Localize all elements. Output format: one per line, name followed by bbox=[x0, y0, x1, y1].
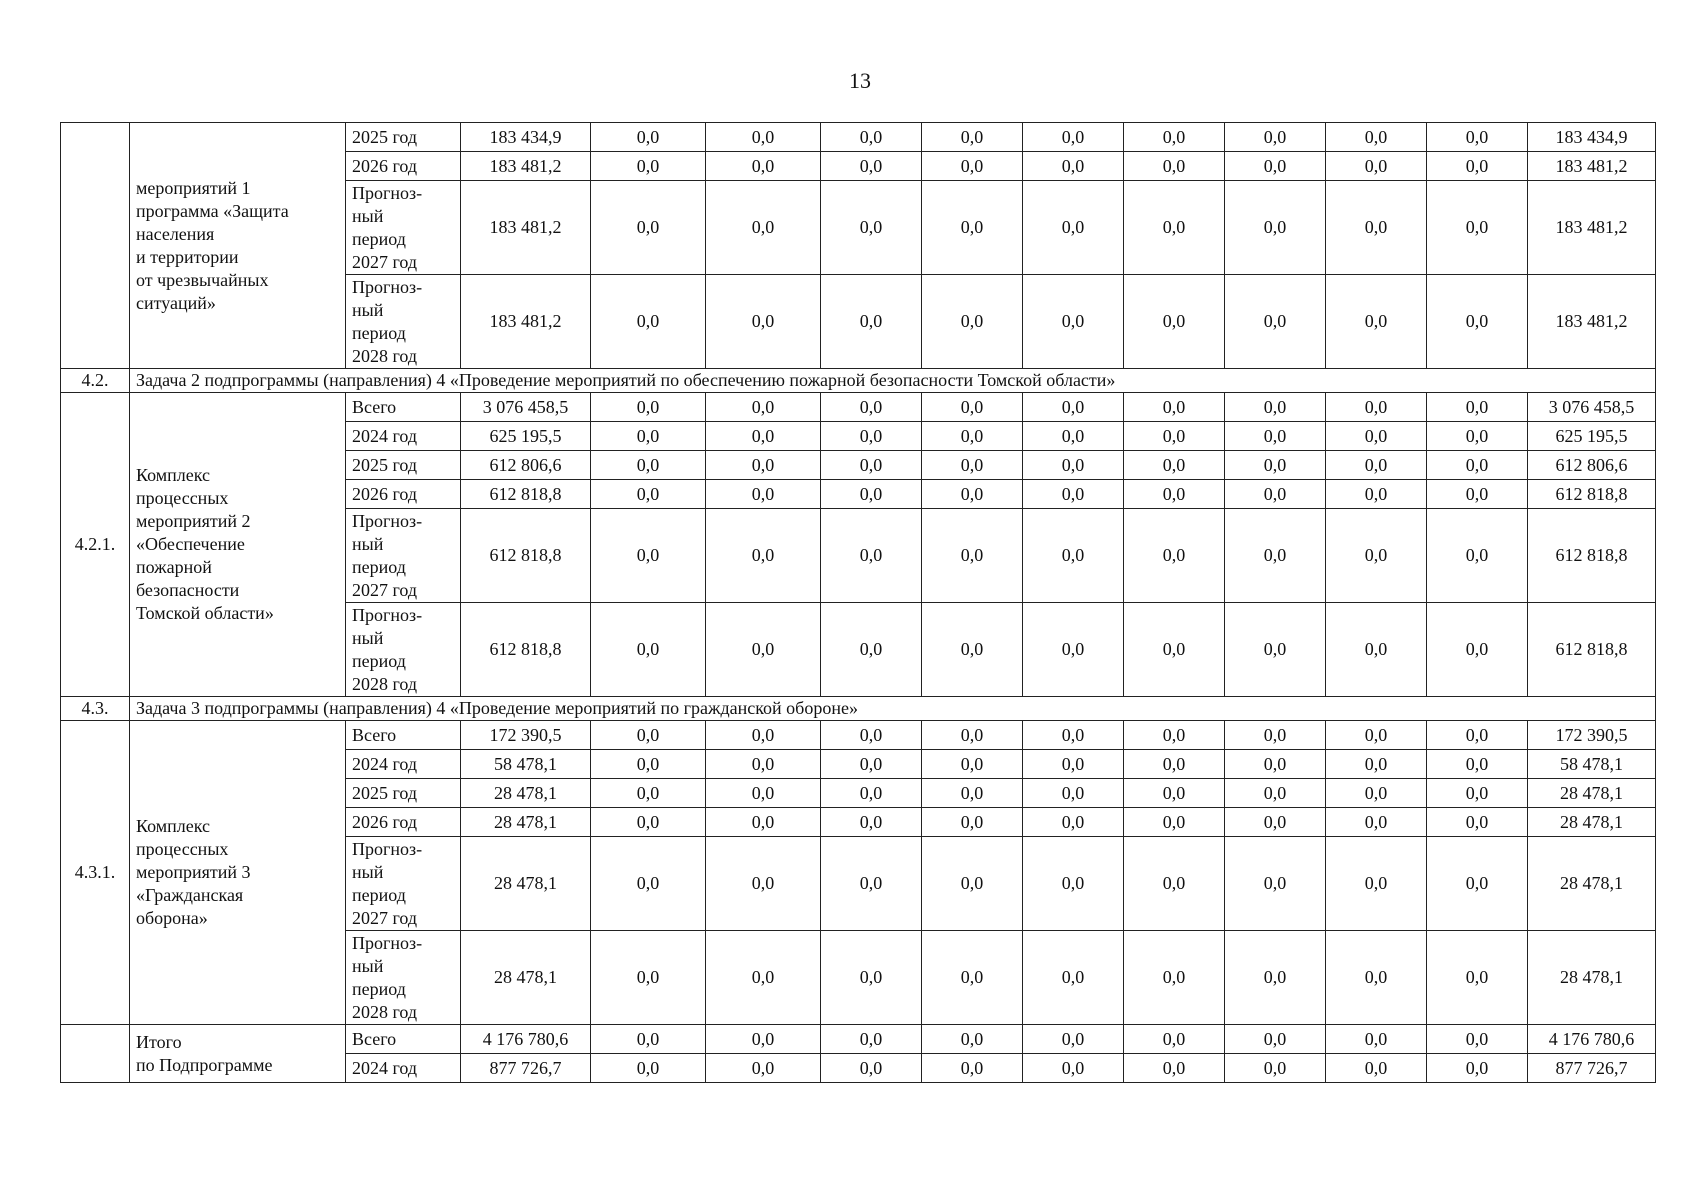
value-cell: 0,0 bbox=[1326, 123, 1427, 152]
value-cell: 0,0 bbox=[922, 808, 1023, 837]
value-cell: 0,0 bbox=[1225, 152, 1326, 181]
value-cell: 0,0 bbox=[821, 750, 922, 779]
value-cell: 0,0 bbox=[1326, 451, 1427, 480]
total-value: 58 478,1 bbox=[461, 750, 591, 779]
value-cell: 0,0 bbox=[922, 275, 1023, 369]
value-cell: 0,0 bbox=[1124, 931, 1225, 1025]
value-cell: 0,0 bbox=[1427, 480, 1528, 509]
value-cell: 0,0 bbox=[821, 837, 922, 931]
value-cell: 0,0 bbox=[1225, 451, 1326, 480]
value-cell: 0,0 bbox=[1225, 1054, 1326, 1083]
value-cell: 0,0 bbox=[1326, 1025, 1427, 1054]
value-cell: 0,0 bbox=[922, 779, 1023, 808]
value-cell: 0,0 bbox=[1023, 123, 1124, 152]
source-total-value: 4 176 780,6 bbox=[1528, 1025, 1656, 1054]
value-cell: 0,0 bbox=[1326, 152, 1427, 181]
period-cell: 2024 год bbox=[346, 1054, 461, 1083]
source-total-value: 612 818,8 bbox=[1528, 480, 1656, 509]
source-total-value: 183 481,2 bbox=[1528, 275, 1656, 369]
source-total-value: 28 478,1 bbox=[1528, 837, 1656, 931]
value-cell: 0,0 bbox=[1023, 721, 1124, 750]
value-cell: 0,0 bbox=[1023, 603, 1124, 697]
total-value: 612 818,8 bbox=[461, 603, 591, 697]
period-cell: Прогноз- ный период 2028 год bbox=[346, 931, 461, 1025]
value-cell: 0,0 bbox=[1326, 275, 1427, 369]
value-cell: 0,0 bbox=[1225, 123, 1326, 152]
value-cell: 0,0 bbox=[1124, 1054, 1225, 1083]
value-cell: 0,0 bbox=[591, 779, 706, 808]
period-cell: 2025 год bbox=[346, 451, 461, 480]
value-cell: 0,0 bbox=[591, 931, 706, 1025]
value-cell: 0,0 bbox=[1427, 1054, 1528, 1083]
value-cell: 0,0 bbox=[1023, 422, 1124, 451]
period-cell: 2025 год bbox=[346, 123, 461, 152]
source-total-value: 28 478,1 bbox=[1528, 779, 1656, 808]
item-name: мероприятий 1 программа «Защита населения и территории от чрезвычайных ситуаций» bbox=[130, 123, 346, 369]
total-value: 183 481,2 bbox=[461, 275, 591, 369]
value-cell: 0,0 bbox=[821, 422, 922, 451]
value-cell: 0,0 bbox=[706, 123, 821, 152]
value-cell: 0,0 bbox=[1023, 750, 1124, 779]
period-cell: 2024 год bbox=[346, 422, 461, 451]
value-cell: 0,0 bbox=[1326, 750, 1427, 779]
value-cell: 0,0 bbox=[821, 509, 922, 603]
total-value: 28 478,1 bbox=[461, 779, 591, 808]
task-row bbox=[61, 697, 1656, 721]
item-name: Комплекс процессных мероприятий 3 «Гражданская оборона» bbox=[130, 721, 346, 1025]
item-code bbox=[61, 1025, 130, 1083]
value-cell: 0,0 bbox=[1124, 152, 1225, 181]
value-cell: 0,0 bbox=[591, 1054, 706, 1083]
value-cell: 0,0 bbox=[1427, 779, 1528, 808]
value-cell: 0,0 bbox=[922, 181, 1023, 275]
value-cell: 0,0 bbox=[1124, 480, 1225, 509]
value-cell: 0,0 bbox=[1023, 808, 1124, 837]
value-cell: 0,0 bbox=[821, 123, 922, 152]
value-cell: 0,0 bbox=[1427, 808, 1528, 837]
total-value: 28 478,1 bbox=[461, 837, 591, 931]
table-row bbox=[61, 123, 1656, 152]
value-cell: 0,0 bbox=[922, 480, 1023, 509]
total-value: 612 818,8 bbox=[461, 509, 591, 603]
item-code: 4.3.1. bbox=[61, 721, 130, 1025]
value-cell: 0,0 bbox=[1023, 480, 1124, 509]
value-cell: 0,0 bbox=[1124, 509, 1225, 603]
value-cell: 0,0 bbox=[1124, 393, 1225, 422]
value-cell: 0,0 bbox=[591, 451, 706, 480]
value-cell: 0,0 bbox=[591, 123, 706, 152]
task-code: 4.3. bbox=[61, 697, 130, 721]
item-name: Итого по Подпрограмме bbox=[130, 1025, 346, 1083]
value-cell: 0,0 bbox=[1124, 181, 1225, 275]
value-cell: 0,0 bbox=[706, 808, 821, 837]
value-cell: 0,0 bbox=[706, 393, 821, 422]
value-cell: 0,0 bbox=[821, 931, 922, 1025]
source-total-value: 3 076 458,5 bbox=[1528, 393, 1656, 422]
value-cell: 0,0 bbox=[1326, 509, 1427, 603]
value-cell: 0,0 bbox=[706, 1025, 821, 1054]
value-cell: 0,0 bbox=[821, 721, 922, 750]
value-cell: 0,0 bbox=[1225, 931, 1326, 1025]
value-cell: 0,0 bbox=[591, 750, 706, 779]
value-cell: 0,0 bbox=[922, 451, 1023, 480]
total-value: 612 806,6 bbox=[461, 451, 591, 480]
value-cell: 0,0 bbox=[1124, 451, 1225, 480]
value-cell: 0,0 bbox=[706, 275, 821, 369]
source-total-value: 612 818,8 bbox=[1528, 509, 1656, 603]
value-cell: 0,0 bbox=[1225, 721, 1326, 750]
source-total-value: 612 818,8 bbox=[1528, 603, 1656, 697]
source-total-value: 58 478,1 bbox=[1528, 750, 1656, 779]
task-text: Задача 2 подпрограммы (направления) 4 «Проведение мероприятий по обеспечению пожарной безопасности Томской области» bbox=[130, 369, 1656, 393]
value-cell: 0,0 bbox=[922, 123, 1023, 152]
period-cell: Прогноз- ный период 2028 год bbox=[346, 603, 461, 697]
value-cell: 0,0 bbox=[1225, 422, 1326, 451]
value-cell: 0,0 bbox=[591, 509, 706, 603]
value-cell: 0,0 bbox=[1427, 422, 1528, 451]
value-cell: 0,0 bbox=[591, 721, 706, 750]
value-cell: 0,0 bbox=[1225, 779, 1326, 808]
value-cell: 0,0 bbox=[1326, 837, 1427, 931]
period-cell: Прогноз- ный период 2028 год bbox=[346, 275, 461, 369]
source-total-value: 28 478,1 bbox=[1528, 808, 1656, 837]
task-text: Задача 3 подпрограммы (направления) 4 «Проведение мероприятий по гражданской обороне» bbox=[130, 697, 1656, 721]
period-cell: Прогноз- ный период 2027 год bbox=[346, 509, 461, 603]
value-cell: 0,0 bbox=[1427, 509, 1528, 603]
total-value: 183 481,2 bbox=[461, 181, 591, 275]
value-cell: 0,0 bbox=[1326, 721, 1427, 750]
value-cell: 0,0 bbox=[1225, 275, 1326, 369]
value-cell: 0,0 bbox=[706, 603, 821, 697]
value-cell: 0,0 bbox=[922, 837, 1023, 931]
value-cell: 0,0 bbox=[706, 181, 821, 275]
value-cell: 0,0 bbox=[821, 480, 922, 509]
value-cell: 0,0 bbox=[1427, 837, 1528, 931]
value-cell: 0,0 bbox=[1225, 480, 1326, 509]
value-cell: 0,0 bbox=[1427, 603, 1528, 697]
value-cell: 0,0 bbox=[1427, 123, 1528, 152]
value-cell: 0,0 bbox=[1326, 931, 1427, 1025]
value-cell: 0,0 bbox=[1124, 123, 1225, 152]
value-cell: 0,0 bbox=[1023, 451, 1124, 480]
value-cell: 0,0 bbox=[821, 808, 922, 837]
value-cell: 0,0 bbox=[591, 152, 706, 181]
value-cell: 0,0 bbox=[1225, 603, 1326, 697]
value-cell: 0,0 bbox=[821, 275, 922, 369]
value-cell: 0,0 bbox=[1427, 1025, 1528, 1054]
value-cell: 0,0 bbox=[922, 393, 1023, 422]
value-cell: 0,0 bbox=[922, 721, 1023, 750]
value-cell: 0,0 bbox=[1023, 393, 1124, 422]
value-cell: 0,0 bbox=[1225, 181, 1326, 275]
total-value: 172 390,5 bbox=[461, 721, 591, 750]
value-cell: 0,0 bbox=[1124, 422, 1225, 451]
source-total-value: 612 806,6 bbox=[1528, 451, 1656, 480]
value-cell: 0,0 bbox=[1326, 422, 1427, 451]
value-cell: 0,0 bbox=[1326, 393, 1427, 422]
value-cell: 0,0 bbox=[1023, 275, 1124, 369]
value-cell: 0,0 bbox=[1023, 779, 1124, 808]
table-row bbox=[61, 1025, 1656, 1054]
value-cell: 0,0 bbox=[1225, 393, 1326, 422]
value-cell: 0,0 bbox=[1124, 721, 1225, 750]
total-value: 28 478,1 bbox=[461, 931, 591, 1025]
value-cell: 0,0 bbox=[706, 779, 821, 808]
value-cell: 0,0 bbox=[1023, 931, 1124, 1025]
value-cell: 0,0 bbox=[591, 808, 706, 837]
value-cell: 0,0 bbox=[1427, 181, 1528, 275]
value-cell: 0,0 bbox=[706, 1054, 821, 1083]
value-cell: 0,0 bbox=[1326, 808, 1427, 837]
source-total-value: 625 195,5 bbox=[1528, 422, 1656, 451]
period-cell: 2024 год bbox=[346, 750, 461, 779]
source-total-value: 28 478,1 bbox=[1528, 931, 1656, 1025]
value-cell: 0,0 bbox=[1023, 837, 1124, 931]
value-cell: 0,0 bbox=[1225, 509, 1326, 603]
value-cell: 0,0 bbox=[1427, 275, 1528, 369]
source-total-value: 877 726,7 bbox=[1528, 1054, 1656, 1083]
value-cell: 0,0 bbox=[591, 422, 706, 451]
value-cell: 0,0 bbox=[1326, 1054, 1427, 1083]
value-cell: 0,0 bbox=[706, 152, 821, 181]
value-cell: 0,0 bbox=[1124, 837, 1225, 931]
item-code: 4.2.1. bbox=[61, 393, 130, 697]
source-total-value: 183 481,2 bbox=[1528, 181, 1656, 275]
value-cell: 0,0 bbox=[922, 931, 1023, 1025]
total-value: 3 076 458,5 bbox=[461, 393, 591, 422]
total-value: 625 195,5 bbox=[461, 422, 591, 451]
page-number: 13 bbox=[849, 68, 871, 93]
source-total-value: 172 390,5 bbox=[1528, 721, 1656, 750]
value-cell: 0,0 bbox=[591, 275, 706, 369]
value-cell: 0,0 bbox=[706, 931, 821, 1025]
total-value: 183 434,9 bbox=[461, 123, 591, 152]
value-cell: 0,0 bbox=[821, 603, 922, 697]
value-cell: 0,0 bbox=[591, 480, 706, 509]
value-cell: 0,0 bbox=[1225, 1025, 1326, 1054]
value-cell: 0,0 bbox=[591, 1025, 706, 1054]
value-cell: 0,0 bbox=[1124, 808, 1225, 837]
item-name: Комплекс процессных мероприятий 2 «Обеспечение пожарной безопасности Томской области» bbox=[130, 393, 346, 697]
value-cell: 0,0 bbox=[821, 1025, 922, 1054]
task-code: 4.2. bbox=[61, 369, 130, 393]
value-cell: 0,0 bbox=[706, 480, 821, 509]
value-cell: 0,0 bbox=[1326, 480, 1427, 509]
source-total-value: 183 481,2 bbox=[1528, 152, 1656, 181]
value-cell: 0,0 bbox=[1023, 509, 1124, 603]
total-value: 28 478,1 bbox=[461, 808, 591, 837]
value-cell: 0,0 bbox=[922, 152, 1023, 181]
value-cell: 0,0 bbox=[821, 393, 922, 422]
period-cell: Всего bbox=[346, 393, 461, 422]
period-cell: 2026 год bbox=[346, 152, 461, 181]
value-cell: 0,0 bbox=[821, 1054, 922, 1083]
value-cell: 0,0 bbox=[591, 181, 706, 275]
total-value: 183 481,2 bbox=[461, 152, 591, 181]
value-cell: 0,0 bbox=[1225, 837, 1326, 931]
value-cell: 0,0 bbox=[821, 152, 922, 181]
value-cell: 0,0 bbox=[1023, 1054, 1124, 1083]
value-cell: 0,0 bbox=[1427, 931, 1528, 1025]
value-cell: 0,0 bbox=[706, 837, 821, 931]
period-cell: Прогноз- ный период 2027 год bbox=[346, 181, 461, 275]
value-cell: 0,0 bbox=[591, 603, 706, 697]
value-cell: 0,0 bbox=[1023, 152, 1124, 181]
value-cell: 0,0 bbox=[706, 422, 821, 451]
value-cell: 0,0 bbox=[706, 509, 821, 603]
value-cell: 0,0 bbox=[1427, 451, 1528, 480]
table-row bbox=[61, 721, 1656, 750]
item-code bbox=[61, 123, 130, 369]
value-cell: 0,0 bbox=[1326, 181, 1427, 275]
source-total-value: 183 434,9 bbox=[1528, 123, 1656, 152]
value-cell: 0,0 bbox=[821, 181, 922, 275]
value-cell: 0,0 bbox=[591, 393, 706, 422]
total-value: 877 726,7 bbox=[461, 1054, 591, 1083]
task-row bbox=[61, 369, 1656, 393]
value-cell: 0,0 bbox=[1124, 275, 1225, 369]
value-cell: 0,0 bbox=[922, 1054, 1023, 1083]
value-cell: 0,0 bbox=[1225, 750, 1326, 779]
value-cell: 0,0 bbox=[1023, 1025, 1124, 1054]
value-cell: 0,0 bbox=[1326, 779, 1427, 808]
budget-table bbox=[60, 122, 1656, 1083]
value-cell: 0,0 bbox=[1124, 603, 1225, 697]
value-cell: 0,0 bbox=[1124, 1025, 1225, 1054]
value-cell: 0,0 bbox=[922, 422, 1023, 451]
value-cell: 0,0 bbox=[922, 509, 1023, 603]
value-cell: 0,0 bbox=[706, 721, 821, 750]
value-cell: 0,0 bbox=[706, 451, 821, 480]
value-cell: 0,0 bbox=[591, 837, 706, 931]
value-cell: 0,0 bbox=[821, 779, 922, 808]
period-cell: 2026 год bbox=[346, 808, 461, 837]
period-cell: Всего bbox=[346, 1025, 461, 1054]
value-cell: 0,0 bbox=[1124, 750, 1225, 779]
value-cell: 0,0 bbox=[922, 1025, 1023, 1054]
value-cell: 0,0 bbox=[1124, 779, 1225, 808]
value-cell: 0,0 bbox=[706, 750, 821, 779]
value-cell: 0,0 bbox=[1427, 750, 1528, 779]
total-value: 612 818,8 bbox=[461, 480, 591, 509]
value-cell: 0,0 bbox=[1023, 181, 1124, 275]
value-cell: 0,0 bbox=[1427, 721, 1528, 750]
value-cell: 0,0 bbox=[821, 451, 922, 480]
value-cell: 0,0 bbox=[922, 750, 1023, 779]
value-cell: 0,0 bbox=[1225, 808, 1326, 837]
value-cell: 0,0 bbox=[1427, 152, 1528, 181]
value-cell: 0,0 bbox=[1326, 603, 1427, 697]
value-cell: 0,0 bbox=[1427, 393, 1528, 422]
period-cell: Прогноз- ный период 2027 год bbox=[346, 837, 461, 931]
value-cell: 0,0 bbox=[922, 603, 1023, 697]
period-cell: 2026 год bbox=[346, 480, 461, 509]
total-value: 4 176 780,6 bbox=[461, 1025, 591, 1054]
table-row bbox=[61, 393, 1656, 422]
period-cell: 2025 год bbox=[346, 779, 461, 808]
period-cell: Всего bbox=[346, 721, 461, 750]
